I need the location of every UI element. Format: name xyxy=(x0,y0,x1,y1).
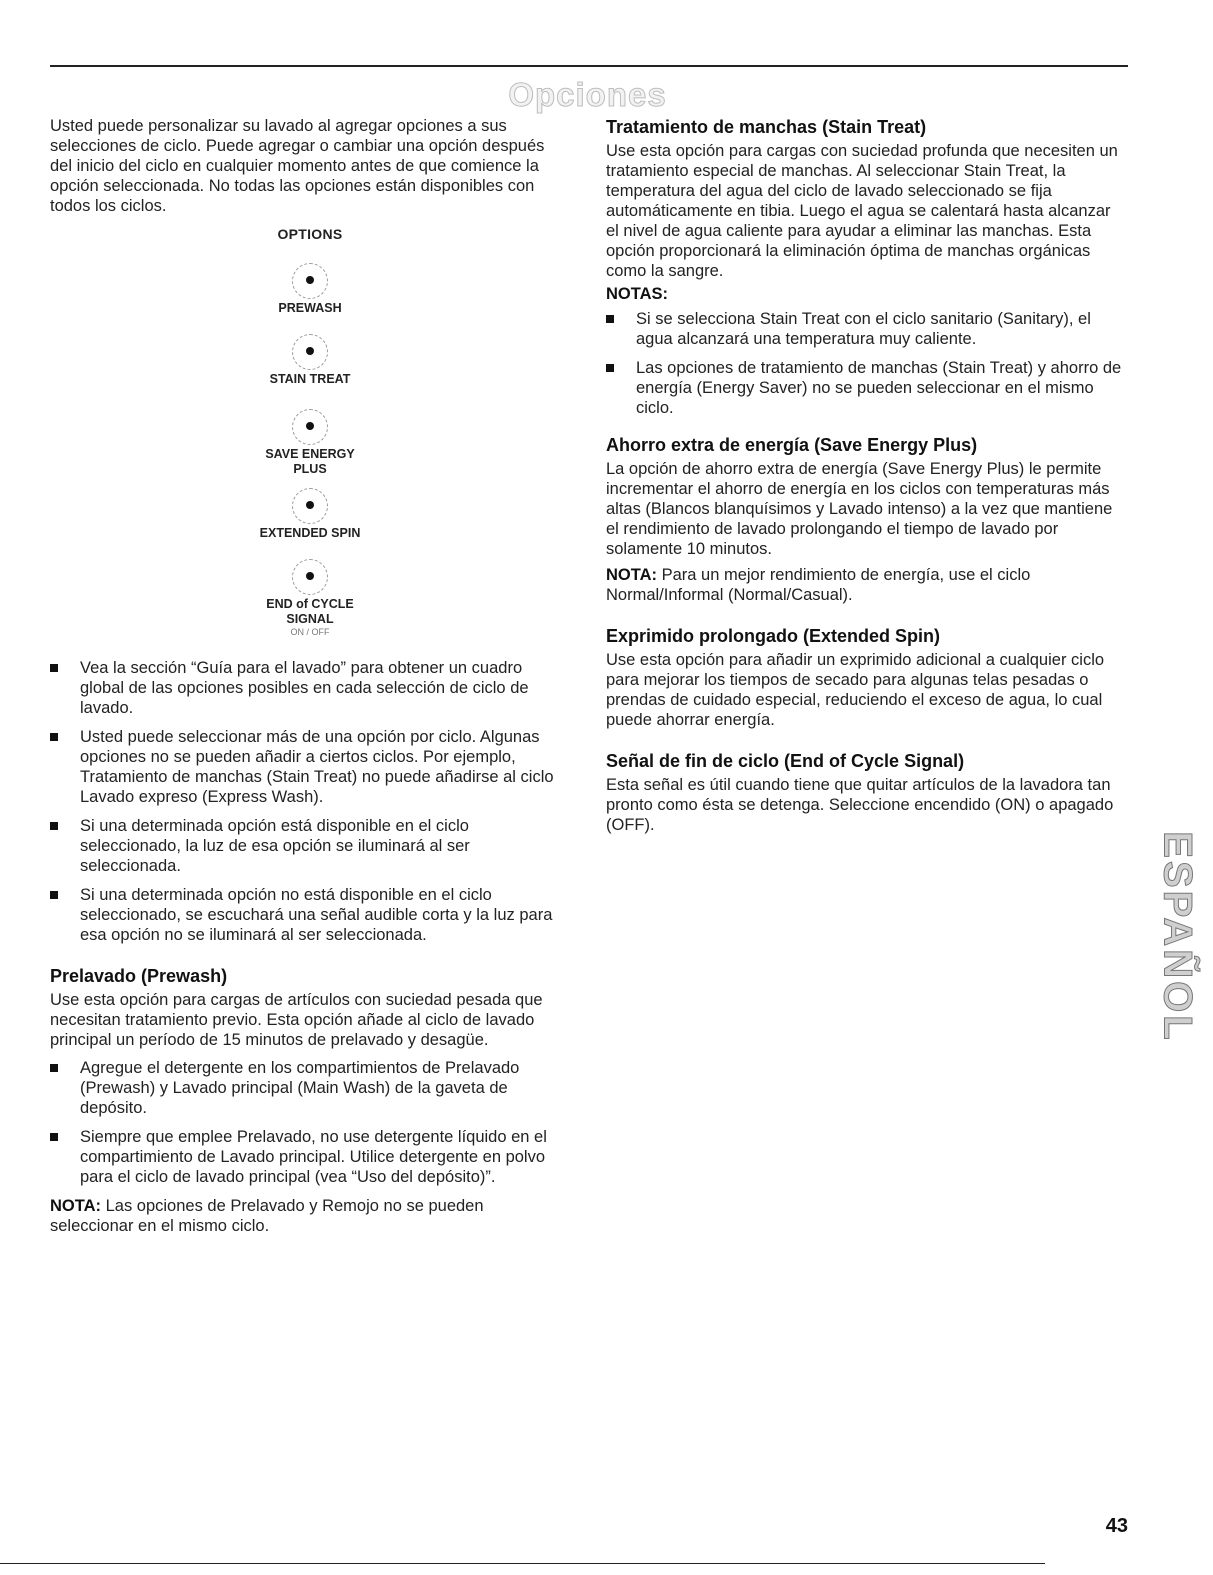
bottom-rule xyxy=(0,1563,1045,1564)
option-save-energy-plus xyxy=(50,409,570,477)
option-sublabel: ON / OFF xyxy=(290,627,330,637)
prewash-section xyxy=(50,965,570,1236)
options-panel xyxy=(50,226,570,646)
save-energy-section xyxy=(606,434,1126,605)
option-label: SAVE ENERGY PLUS xyxy=(265,447,355,476)
intro-paragraph: Usted puede personalizar su lavado al agregar opciones a sus selecciones de ciclo. Puede agregar o cambiar una opción después del inicio del ciclo en cualquier momento antes de que comience la opción seleccionada. No todas las opciones están disponibles con todos los ciclos. xyxy=(50,117,545,215)
note-text: Para un mejor rendimiento de energía, use el ciclo Normal/Informal (Normal/Casual). xyxy=(606,566,1031,604)
prewash-heading: Prelavado (Prewash) xyxy=(50,966,228,986)
notes-title: NOTAS: xyxy=(606,285,669,303)
note-label: NOTA: xyxy=(606,566,658,584)
option-end-of-cycle-signal xyxy=(50,559,570,637)
top-rule xyxy=(50,65,1128,67)
end-signal-section xyxy=(606,750,1126,835)
prewash-body: Use esta opción para cargas de artículos con suciedad pesada que necesitan tratamiento previo. Esta opción añade al ciclo de lavado principal un período de 15 minutos de prelavado y desagüe. xyxy=(50,991,543,1049)
save-energy-button-icon xyxy=(292,409,328,445)
stain-treat-heading: Tratamiento de manchas (Stain Treat) xyxy=(606,117,927,137)
extended-spin-heading: Exprimido prolongado (Extended Spin) xyxy=(606,626,941,646)
option-label: STAIN TREAT xyxy=(269,372,351,386)
extended-spin-button-icon xyxy=(292,488,328,524)
note-text: Las opciones de Prelavado y Remojo no se pueden seleccionar en el mismo ciclo. xyxy=(50,1197,484,1235)
extended-spin-section xyxy=(606,625,1126,730)
page-title: Opciones xyxy=(508,76,667,113)
save-energy-heading: Ahorro extra de energía (Save Energy Plus) xyxy=(606,435,978,455)
list-item: Siempre que emplee Prelavado, no use detergente líquido en el compartimiento de Lavado principal. Utilice detergente en polvo para el ciclo de lavado principal (vea “Uso del depósito)”. xyxy=(50,1127,570,1187)
list-item: Usted puede seleccionar más de una opción por ciclo. Algunas opciones no se pueden añadir a ciertos ciclos. Por ejemplo, Tratamiento de manchas (Stain Treat) no puede añadirse al ciclo Lavado expreso (Express Wash). xyxy=(50,727,570,807)
option-label: PREWASH xyxy=(278,301,342,315)
option-prewash xyxy=(50,263,570,316)
end-of-cycle-button-icon xyxy=(292,559,328,595)
page-number: 43 xyxy=(1105,1515,1128,1537)
note-label: NOTA: xyxy=(50,1197,102,1215)
prewash-list xyxy=(50,1058,570,1187)
option-label: EXTENDED SPIN xyxy=(259,526,361,540)
language-side-tab xyxy=(1152,812,1202,1062)
list-item: Si se selecciona Stain Treat con el ciclo sanitario (Sanitary), el agua alcanzará una temperatura muy caliente. xyxy=(606,309,1126,349)
option-label: END of CYCLE SIGNAL xyxy=(266,597,354,626)
stain-treat-button-icon xyxy=(292,334,328,370)
end-signal-body: Esta señal es útil cuando tiene que quitar artículos de la lavadora tan pronto como ésta se detenga. Seleccione encendido (ON) o apagado (OFF). xyxy=(606,776,1114,834)
extended-spin-body: Use esta opción para añadir un exprimido adicional a cualquier ciclo para mejorar los tiempos de secado para algunas telas pesadas o prendas de cuidado especial, reduciendo el exceso de agua, lo cual puede ahorrar energía. xyxy=(606,651,1105,729)
prewash-note xyxy=(50,1196,570,1236)
list-item: Si una determinada opción no está disponible en el ciclo seleccionado, se escuchará una señal audible corta y la luz para esa opción no se iluminará al ser seleccionada. xyxy=(50,885,570,945)
stain-treat-section xyxy=(606,116,1126,418)
save-energy-note xyxy=(606,565,1126,605)
right-column xyxy=(606,116,1126,835)
end-signal-heading: Señal de fin de ciclo (End of Cycle Signal) xyxy=(606,751,965,771)
list-item: Si una determinada opción está disponible en el ciclo seleccionado, la luz de esa opción se iluminará al ser seleccionada. xyxy=(50,816,570,876)
options-panel-title: OPTIONS xyxy=(277,226,343,242)
stain-treat-body: Use esta opción para cargas con suciedad profunda que necesiten un tratamiento especial de manchas. Al seleccionar Stain Treat, la temperatura del agua del ciclo de lavado seleccionado se fija automáticamente en tibia. Luego el agua se calentará hasta alcanzar el nivel de agua caliente para ayudar a eliminar las manchas. Esta opción proporcionará la eliminación óptima de manchas orgánicas como la sangre. xyxy=(606,142,1118,280)
option-extended-spin xyxy=(50,488,570,541)
option-stain-treat xyxy=(50,334,570,387)
list-item: Vea la sección “Guía para el lavado” para obtener un cuadro global de las opciones posibles en cada selección de ciclo de lavado. xyxy=(50,658,570,718)
left-column xyxy=(50,116,570,1236)
prewash-button-icon xyxy=(292,263,328,299)
list-item: Agregue el detergente en los compartimientos de Prelavado (Prewash) y Lavado principal (Main Wash) de la gaveta de depósito. xyxy=(50,1058,570,1118)
list-item: Las opciones de tratamiento de manchas (Stain Treat) y ahorro de energía (Energy Saver) no se pueden seleccionar en el mismo ciclo. xyxy=(606,358,1126,418)
save-energy-body: La opción de ahorro extra de energía (Save Energy Plus) le permite incrementar el ahorro de energía en los ciclos con temperaturas más altas (Blancos blanquísimos y Lavado intenso) a la vez que mantiene el rendimiento de lavado prolongando el tiempo de lavado por solamente 10 minutos. xyxy=(606,460,1113,558)
stain-treat-notes xyxy=(606,309,1126,418)
general-notes-list xyxy=(50,658,570,945)
side-tab-label: ESPAÑOL xyxy=(1155,831,1200,1043)
